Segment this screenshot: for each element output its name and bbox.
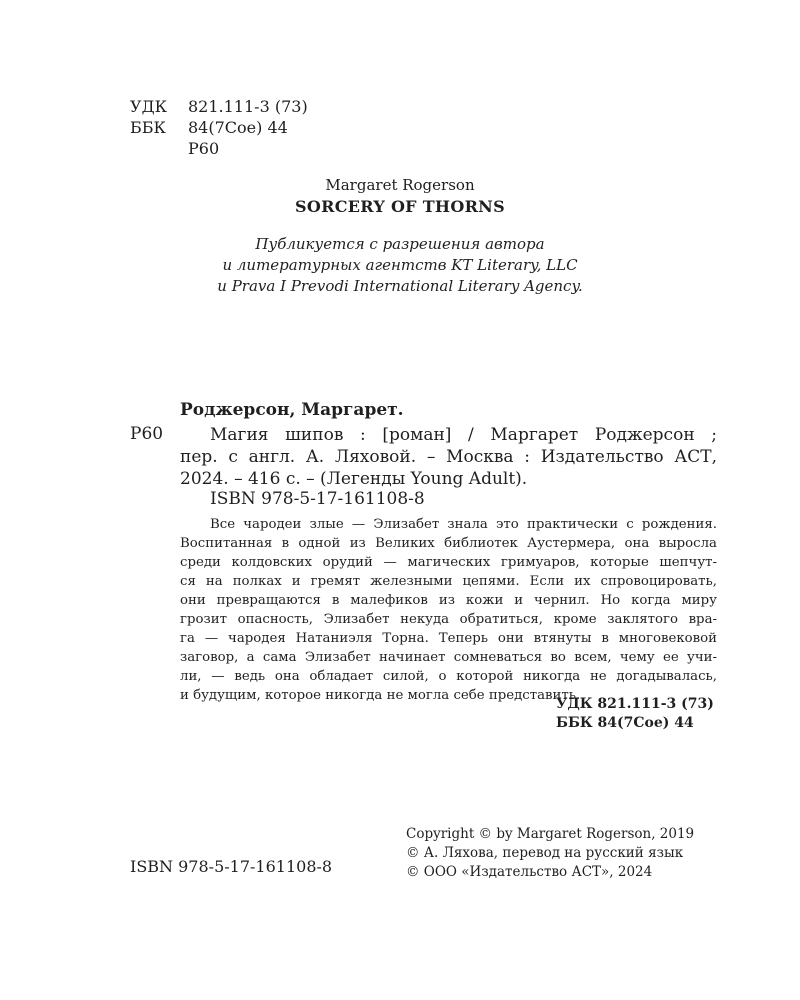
permission-statement xyxy=(0,234,800,297)
classification-block xyxy=(130,96,308,159)
copyright-line: © А. Ляхова, перевод на русский язык xyxy=(406,845,684,861)
original-title: SORCERY OF THORNS xyxy=(295,197,505,216)
copyright-block xyxy=(406,825,694,882)
catalog-line: пер. с англ. А. Ляховой. – Москва : Издательство АСТ, xyxy=(180,447,717,467)
catalog-line: Магия шипов : [роман] / Маргарет Роджерсон ; xyxy=(210,425,717,445)
bbk-value: 84(7Сое) 44 xyxy=(188,118,288,137)
isbn-bottom: ISBN 978-5-17-161108-8 xyxy=(130,857,333,876)
author-mark-row xyxy=(130,138,308,159)
annotation-paragraph xyxy=(180,515,717,705)
annotation-line: они превращаются в малефиков из кожи и чернил. Но когда миру xyxy=(180,593,717,608)
author-mark-label xyxy=(130,138,188,159)
annotation-line: и будущим, которое никогда не могла себе представить. xyxy=(180,688,581,703)
annotation-line: заговор, а сама Элизабет начинает сомневаться во всем, чему ее учи- xyxy=(180,650,717,665)
catalog-line: 2024. – 416 с. – (Легенды Young Adult). xyxy=(180,469,528,489)
annotation-line: ли, — ведь она обладает силой, о которой никогда не догадывалась, xyxy=(180,669,717,684)
catalog-isbn: ISBN 978-5-17-161108-8 xyxy=(210,489,425,509)
bbk-code: ББК 84(7Сое) 44 xyxy=(556,715,694,731)
catalog-description xyxy=(180,424,717,490)
annotation-line: га — чародея Натаниэля Торна. Теперь они втянуты в многовековой xyxy=(180,631,717,646)
annotation-line: Все чародеи злые — Элизабет знала это практически с рождения. xyxy=(210,517,717,532)
permission-line: и литературных агентств KT Literary, LLC xyxy=(222,256,578,274)
udk-row xyxy=(130,96,308,117)
catalog-author-heading: Роджерсон, Маргарет. xyxy=(180,400,404,420)
annotation-line: среди колдовских орудий — магических гримуаров, которые шепчут- xyxy=(180,555,717,570)
permission-line: Публикуется с разрешения автора xyxy=(255,235,545,253)
annotation-line: ся на полках и гремят железными цепями. Если их спровоцировать, xyxy=(180,574,717,589)
bbk-row xyxy=(130,117,308,138)
catalog-author-code: Р60 xyxy=(130,424,164,444)
udk-code: УДК 821.111-3 (73) xyxy=(556,696,714,712)
author-mark-value: Р60 xyxy=(188,139,220,158)
permission-line: и Prava I Prevodi International Literary Agency. xyxy=(217,277,583,295)
annotation-line: Воспитанная в одной из Великих библиотек Аустермера, она выросла xyxy=(180,536,717,551)
bbk-label: ББК xyxy=(130,118,166,137)
original-author: Margaret Rogerson xyxy=(325,176,475,194)
udk-value: 821.111-3 (73) xyxy=(188,97,308,116)
copyright-line: © ООО «Издательство АСТ», 2024 xyxy=(406,864,653,880)
copyright-line: Copyright © by Margaret Rogerson, 2019 xyxy=(406,826,695,842)
annotation-line: грозит опасность, Элизабет некуда обратиться, кроме заклятого вра- xyxy=(180,612,717,627)
udk-label: УДК xyxy=(130,97,167,116)
classification-codes-right xyxy=(556,695,714,733)
